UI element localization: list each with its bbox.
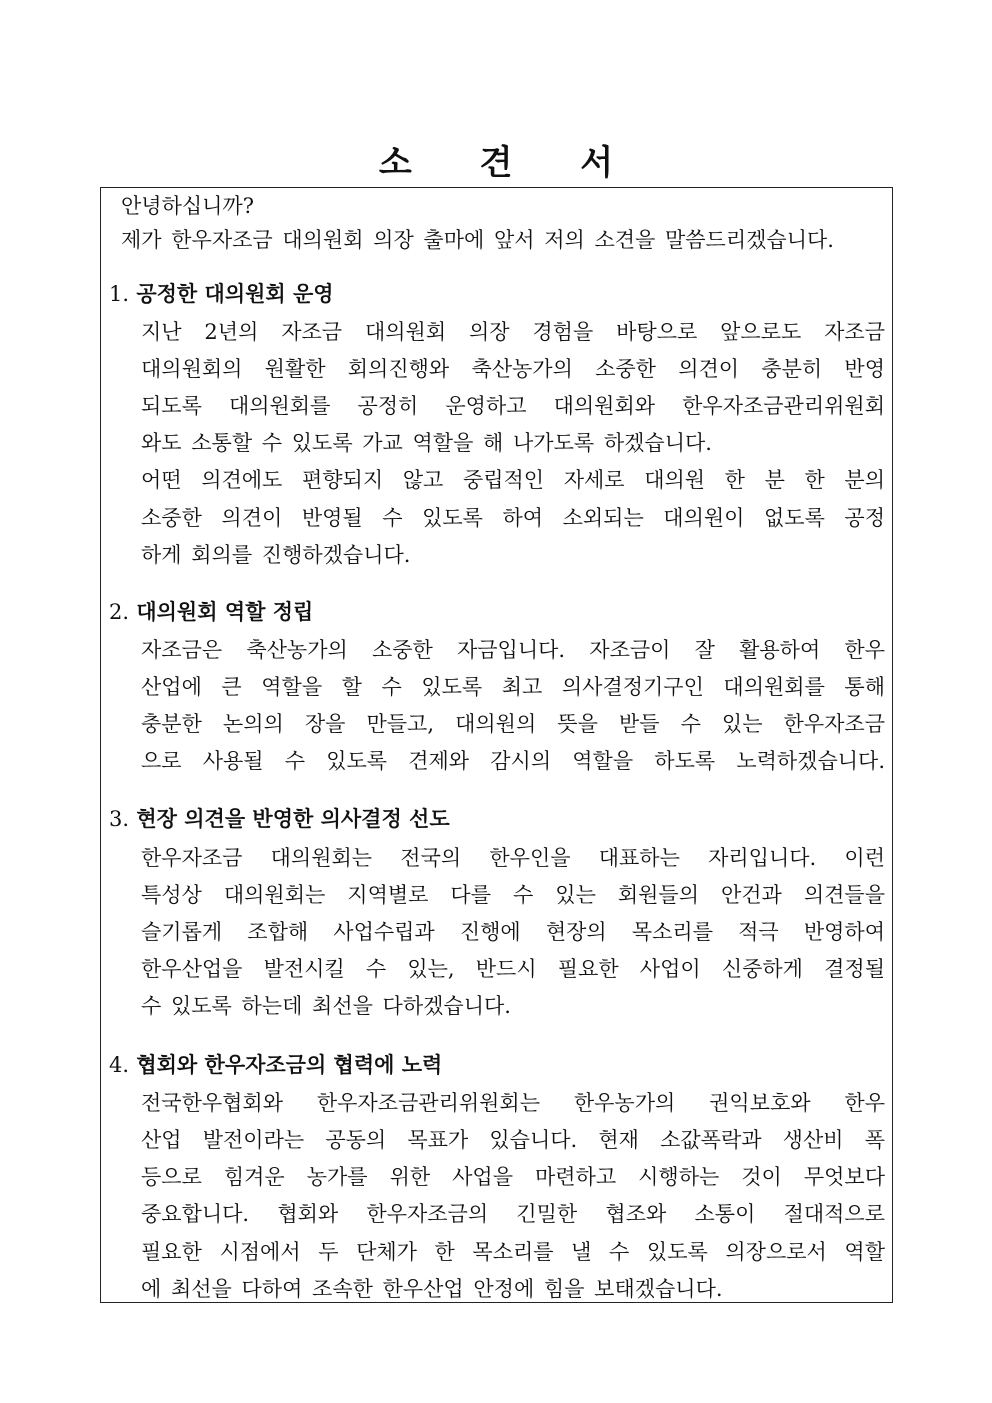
section-1-title: 공정한 대의원회 운영	[136, 281, 334, 306]
section-3-title: 현장 의견을 반영한 의사결정 선도	[136, 806, 450, 831]
document-title: 소 견 서	[378, 143, 642, 183]
section-2-line: 으로 사용될 수 있도록 견제와 감시의 역할을 하도록 노력하겠습니다.	[141, 749, 885, 773]
section-1-line: 하게 회의를 진행하겠습니다.	[141, 543, 411, 567]
section-3-heading	[109, 804, 450, 834]
section-4-number: 4.	[109, 1053, 130, 1077]
section-3-line: 한우산업을 발전시킬 수 있는, 반드시 필요한 사업이 신중하게 결정될	[141, 957, 885, 981]
section-1-line: 되도록 대의원회를 공정히 운영하고 대의원회와 한우자조금관리위원회	[141, 394, 885, 418]
section-1-heading	[109, 279, 334, 309]
section-1-line: 대의원회의 원활한 회의진행와 축산농가의 소중한 의견이 충분히 반영	[141, 357, 885, 381]
section-3-line: 특성상 대의원회는 지역별로 다를 수 있는 회원들의 안건과 의견들을	[141, 883, 885, 907]
section-2-title: 대의원회 역할 정립	[136, 599, 314, 624]
greeting: 안녕하십니까?	[121, 194, 254, 218]
section-3-line: 수 있도록 하는데 최선을 다하겠습니다.	[141, 994, 511, 1018]
section-1-number: 1.	[109, 282, 130, 306]
section-4-heading	[109, 1050, 442, 1080]
section-3-number: 3.	[109, 807, 130, 831]
section-4-line: 산업 발전이라는 공동의 목표가 있습니다. 현재 소값폭락과 생산비 폭	[141, 1128, 885, 1152]
section-4-line: 에 최선을 다하여 조속한 한우산업 안정에 힘을 보태겠습니다.	[141, 1277, 723, 1301]
intro-text: 제가 한우자조금 대의원회 의장 출마에 앞서 저의 소견을 말씀드리겠습니다.	[121, 228, 834, 252]
section-1-line: 어떤 의견에도 편향되지 않고 중립적인 자세로 대의원 한 분 한 분의	[141, 468, 885, 492]
section-3-line: 슬기롭게 조합해 사업수립과 진행에 현장의 목소리를 적극 반영하여	[141, 920, 885, 944]
section-4-line: 중요합니다. 협회와 한우자조금의 긴밀한 협조와 소통이 절대적으로	[141, 1202, 885, 1226]
section-4-title: 협회와 한우자조금의 협력에 노력	[136, 1052, 443, 1077]
section-2-line: 충분한 논의의 장을 만들고, 대의원의 뜻을 받들 수 있는 한우자조금	[141, 712, 885, 736]
section-1-line: 소중한 의견이 반영될 수 있도록 하여 소외되는 대의원이 없도록 공정	[141, 506, 885, 530]
section-3-line: 한우자조금 대의원회는 전국의 한우인을 대표하는 자리입니다. 이런	[141, 846, 885, 870]
section-2-line: 자조금은 축산농가의 소중한 자금입니다. 자조금이 잘 활용하여 한우	[141, 638, 885, 662]
section-1-line: 와도 소통할 수 있도록 가교 역할을 해 나가도록 하겠습니다.	[141, 431, 712, 455]
statement-box	[100, 187, 893, 1303]
section-2-line: 산업에 큰 역할을 할 수 있도록 최고 의사결정기구인 대의원회를 통해	[141, 675, 885, 699]
section-2-heading	[109, 597, 313, 627]
section-2-number: 2.	[109, 600, 130, 624]
section-4-line: 전국한우협회와 한우자조금관리위원회는 한우농가의 권익보호와 한우	[141, 1091, 885, 1115]
section-1-line: 지난 2년의 자조금 대의원회 의장 경험을 바탕으로 앞으로도 자조금	[141, 320, 885, 344]
section-4-line: 필요한 시점에서 두 단체가 한 목소리를 낼 수 있도록 의장으로서 역할	[141, 1240, 885, 1264]
section-4-line: 등으로 힘겨운 농가를 위한 사업을 마련하고 시행하는 것이 무엇보다	[141, 1165, 885, 1189]
